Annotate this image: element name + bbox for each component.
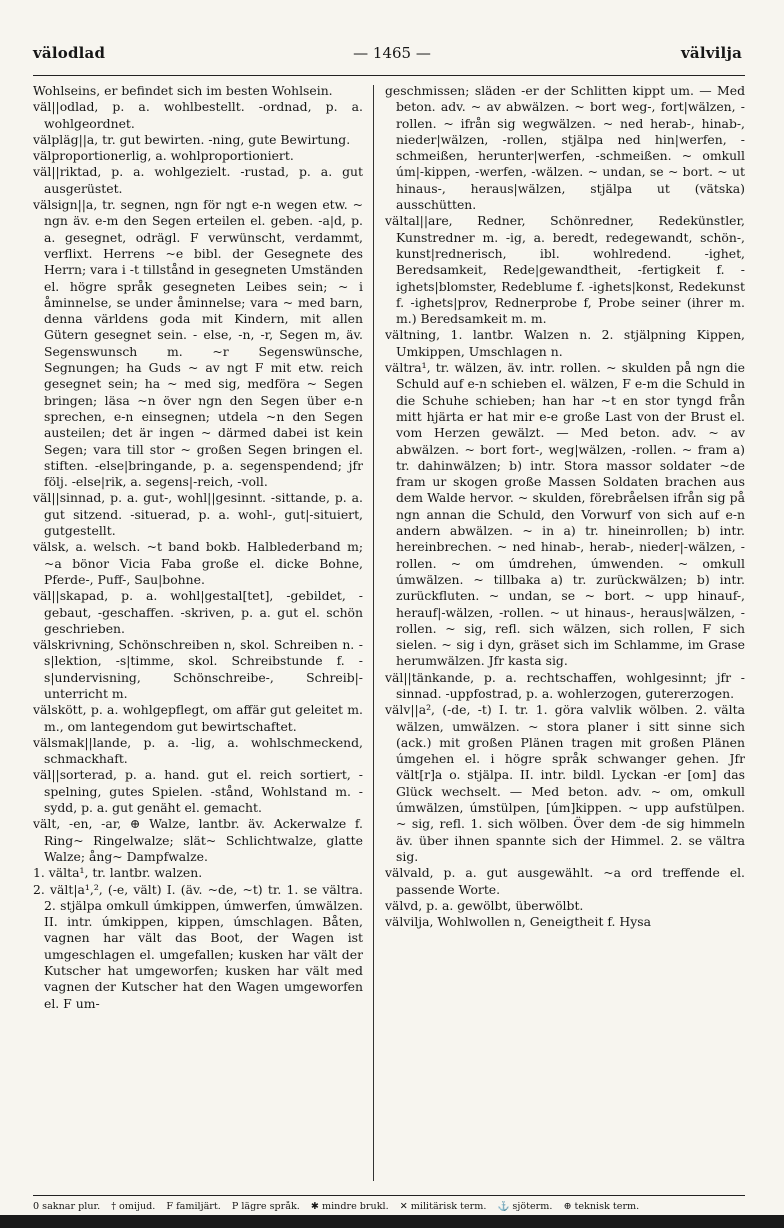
entry: Wohlseins, er befindet sich im besten Wohlsein.	[33, 83, 333, 98]
legend-item: 0 saknar plur.	[33, 1201, 101, 1212]
legend-item: ⊕ teknisk term.	[563, 1201, 640, 1212]
header-first-entry: välodlad	[33, 44, 106, 62]
entry: vält, -en, -ar, ⊕ Walze, lantbr. äv. Ackerwalze f. Ring~ Ringelwalze; slät~ Schlichtwalze, glatte Walze; ång~ Dampfwalze.	[33, 816, 363, 864]
entry: välvilja, Wohlwollen n, Geneigtheit f. Hysa	[385, 914, 651, 930]
entry: väl||sinnad, p. a. gut-, wohl||gesinnt. -sittande, p. a. gut sitzend. -situerad, p. a. wohl-, gut|-situiert, gutgestellt.	[33, 490, 363, 539]
entry: väl||odlad, p. a. wohlbestellt. -ordnad, p. a. wohlgeordnet.	[33, 99, 363, 131]
legend-item: F familjärt.	[166, 1201, 221, 1212]
legend-item: † omijud.	[111, 1201, 156, 1212]
entry: väl||tänkande, p. a. rechtschaffen, wohlgesinnt; jfr -sinnad. -uppfostrad, p. a. wohlerzogen, gutererzogen.	[385, 669, 745, 701]
entry: välskött, p. a. wohlgepflegt, om affär gut geleitet m. m., om lantegendom gut bewirtschaftet.	[33, 702, 363, 734]
entry: väl||riktad, p. a. wohlgezielt. -rustad, p. a. gut ausgerüstet.	[33, 164, 363, 196]
entry: väl||sorterad, p. a. hand. gut el. reich sortiert, -spelning, gutes Spielen. -stånd, Wohlstand m. -sydd, p. a. gut genäht el. gemacht.	[33, 767, 363, 816]
legend-item: ✕ militärisk term.	[399, 1201, 487, 1212]
entry: väl||skapad, p. a. wohl|gestal[tet], -gebildet, -gebaut, -geschaffen. -skriven, p. a. gut el. schön geschrieben.	[33, 588, 363, 636]
footer-rule	[33, 1195, 745, 1196]
entry: välproportionerlig, a. wohlproportioniert.	[33, 148, 294, 164]
header-rule	[33, 75, 745, 76]
entry: välvd, p. a. gewölbt, überwölbt.	[385, 897, 584, 913]
legend-item: P lägre språk.	[231, 1201, 300, 1212]
entry: 1. välta¹, tr. lantbr. walzen.	[33, 865, 203, 881]
page-edge-shadow	[0, 1215, 784, 1228]
abbreviation-legend	[33, 1201, 745, 1212]
entry: välsk, a. welsch. ~t band bokb. Halblederband m; ~a bönor Vicia Faba große el. dicke Bohne, Pferde-, Puff-, Sau|bohne.	[33, 539, 363, 587]
entry: välskrivning, Schönschreiben n, skol. Schreiben n. -s|lektion, -s|timme, skol. Schreibstunde f. -s|undervisning, Schönschreibe-, Schreib|-unterricht m.	[33, 637, 363, 701]
entry: välv||a², (-de, -t) I. tr. 1. göra valvlik wölben. 2. välta wälzen, umwälzen. ~ stora planer i sitt sinne sich (ack.) mit großen Plänen tragen mit großen Plänen úmgehen el. i högre språk schwanger gehen. Jfr vält[r]a o. stjälpa. II. intr. bildl. Lyckan -er [om] das Glück wechselt. — Med beton. adv. ~ om, omkull úmwälzen, úmstülpen, [úm]kippen. ~ upp aufstülpen. ~ sig, refl. 1. sich wölben. Över dem -de sig himmeln äv. über ihnen spannte sich der Himmel. 2. se vältra sig.	[385, 702, 745, 864]
entry: vältra¹, tr. wälzen, äv. intr. rollen. ~ skulden på ngn die Schuld auf e-n schieben el. wälzen, F e-m die Schuld in die Schuhe schieben; han har ~t en stor tyngd från mitt hjärta er hat mir e-e große Last von der Brust el. vom Herzen gewälzt. — Med beton. adv. ~ av abwälzen. ~ bort fort-, weg|wälzen, -rollen. ~ fram a) tr. dahinwälzen; b) intr. Stora massor soldater ~de fram ur skogen große Massen Soldaten brachen aus dem Walde hervor. ~ skulden, förebråelsen ifrån sig på ngn annan die Schuld, den Vorwurf von sich auf e-n andern abwälzen. ~ in a) tr. hineinrollen; b) intr. hereinbrechen. ~ ned hinab-, herab-, nieder|-wälzen, -rollen. ~ om úmdrehen, úmwenden. ~ omkull úmwälzen. ~ tillbaka a) tr. zurückwälzen; b) intr. zurückfluten. ~ undan, se ~ bort. ~ upp hinauf-, herauf|-wälzen, -rollen. ~ ut hinaus-, heraus|wälzen, -rollen. ~ sig, refl. sich wälzen, sich rollen, F sich sielen. ~ sig i dyn, gräset sich im Schlamme, im Grase herumwälzen. Jfr kasta sig.	[385, 360, 745, 669]
legend-item: ⚓ sjöterm.	[497, 1201, 553, 1212]
entry: välsign||a, tr. segnen, ngn för ngt e-n wegen etw. ~ ngn äv. e-m den Segen erteilen el. geben. -a|d, p. a. gesegnet, odrägl. F verwünscht, verdammt, verflixt. Herrens ~e bibl. der Gesegnete des Herrn; vara i -t tillstånd in gesegneten Umständen el. högre språk gesegneten Leibes sein; ~ i åminnelse, se under åminnelse; vara ~ med barn, denna världens goda mit Kindern, mit allen Gütern gesegnet sein. - else, -n, -r, Segen m, äv. Segenswunsch m. ~r Segenswünsche, Segnungen; ha Guds ~ av ngt F mit etw. reich gesegnet sein; ha ~ med sig, medföra ~ Segen bringen; läsa ~n över ngn den Segen über e-n sprechen, e-n einsegnen; utdela ~n den Segen austeilen; det är ingen ~ därmed dabei ist kein Segen; vara till stor ~ großen Segen bringen el. stiften. -else|bringande, p. a. segenspendend; jfr följ. -else|rik, a. segens|-reich, -voll.	[33, 197, 363, 490]
entry: 2. vält|a¹,², (-e, vält) I. (äv. ~de, ~t) tr. 1. se vältra. 2. stjälpa omkull úmkippen, úmwerfen, úmwälzen. II. intr. úmkippen, kippen, úmschlagen. Båten, vagnen har vält das Boot, der Wagen ist umgeschlagen el. umgefallen; kusken har vält der Kutscher hat umgeworfen; kusken har vält med vagnen der Kutscher hat den Wagen umgeworfen el. F um-	[33, 881, 363, 1011]
left-column	[33, 83, 363, 1188]
entry: vältning, 1. lantbr. Walzen n. 2. stjälpning Kippen, Umkippen, Umschlagen n.	[385, 327, 745, 359]
entry: välpläg||a, tr. gut bewirten. -ning, gute Bewirtung.	[33, 131, 351, 147]
legend-item: ✱ mindre brukl.	[310, 1201, 389, 1212]
right-column	[385, 83, 745, 1188]
entry: vältal||are, Redner, Schönredner, Redekünstler, Kunstredner m. -ig, a. beredt, redegewandt, schön-, kunst|rednerisch, ibl. wohlredend. -ighet, Beredsamkeit, Rede|gewandtheit, -fertigkeit f. -ighets|blomster, Redeblume f. -ighets|konst, Redekunst f. -ighets|prov, Rednerprobe f, Probe seiner (ihrer m. m.) Beredsamkeit m. m.	[385, 213, 745, 327]
column-divider	[373, 85, 374, 1181]
entry: geschmissen; släden -er der Schlitten kippt um. — Med beton. adv. ~ av abwälzen. ~ bort weg-, fort|wälzen, -rollen. ~ ifrån sig wegwälzen. ~ ned herab-, hinab-, nieder|wälzen, -rollen, stjälpa ned hin|werfen, -schmeißen, herunter|werfen, -schmeißen. ~ omkull úm|-kippen, -werfen, -wälzen. ~ undan, se ~ bort. ~ ut hinaus-, heraus|wälzen, stjälpa ut (vätska) ausschütten.	[385, 83, 745, 213]
entry: välvald, p. a. gut ausgewählt. ~a ord treffende el. passende Worte.	[385, 865, 745, 897]
header-last-entry: välvilja	[681, 44, 742, 62]
entry: välsmak||lande, p. a. -lig, a. wohlschmeckend, schmackhaft.	[33, 734, 363, 767]
page-number: — 1465 —	[353, 44, 431, 62]
